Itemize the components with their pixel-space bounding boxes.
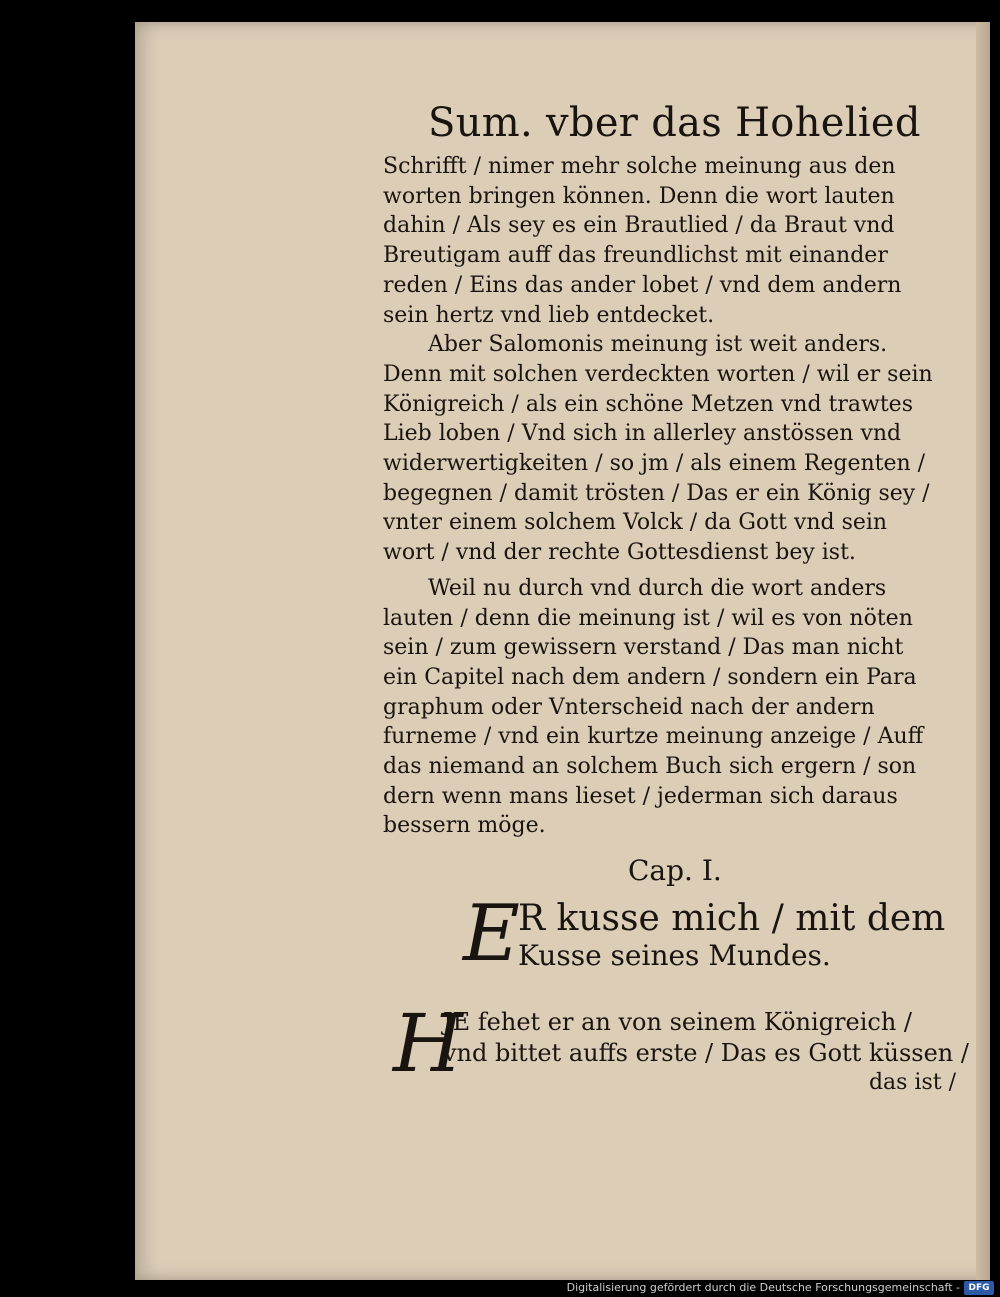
text-line: sein / zum gewissern verstand / Das man nicht: [383, 635, 904, 661]
page-edge: [976, 22, 990, 1280]
text-line: Lieb loben / Vnd sich in allerley anstössen vnd: [383, 421, 902, 447]
text-line: Weil nu durch vnd durch die wort anders: [428, 575, 887, 601]
text-line: Denn mit solchen verdeckten worten / wil er sein: [383, 361, 933, 387]
footer-credit: Digitalisierung gefördert durch die Deutsche Forschungsgemeinschaft -: [566, 1281, 960, 1294]
text-line: sein hertz vnd lieb entdecket.: [383, 302, 715, 328]
text-line: bessern möge.: [383, 813, 546, 839]
paragraph-2: [383, 330, 968, 568]
text-line: dahin / Als sey es ein Brautlied / da Braut vnd: [383, 213, 895, 239]
text-line: begegnen / damit trösten / Das er ein König sey /: [383, 480, 930, 506]
verse-line: Kusse seines Mundes.: [518, 939, 831, 973]
text-line: Aber Salomonis meinung ist weit anders.: [428, 332, 888, 358]
text-line: das niemand an solchem Buch sich ergern / son: [383, 754, 917, 780]
text-line: furneme / vnd ein kurtze meinung anzeige / Auff: [383, 724, 924, 750]
commentary-line: vnd bittet auffs erste / Das es Gott küssen /: [443, 1039, 969, 1068]
paragraph-3: [383, 574, 968, 841]
text-block: [383, 97, 968, 1117]
verse-line: R kusse mich / mit dem: [518, 898, 946, 940]
paragraph-1: [383, 152, 968, 330]
text-line: widerwertigkeiten / so jm / als einem Regenten /: [383, 451, 926, 477]
text-line: Königreich / als ein schöne Metzen vnd trawtes: [383, 391, 913, 417]
drop-capital: H: [393, 997, 463, 1091]
commentary-line: JE fehet er an von seinem Königreich /: [443, 1008, 913, 1037]
text-line: graphum oder Vnterscheid nach der andern: [383, 694, 875, 720]
running-head: Sum. vber das Hohelied: [428, 100, 921, 146]
drop-capital: E: [463, 889, 520, 980]
commentary-block: [383, 997, 969, 1117]
text-line: dern wenn mans lieset / jederman sich daraus: [383, 783, 898, 809]
text-line: worten bringen können. Denn die wort lauten: [383, 183, 895, 209]
text-line: Breutigam auff das freundlichst mit einander: [383, 243, 888, 269]
text-line: ein Capitel nach dem andern / sondern ein Para: [383, 664, 917, 690]
text-line: Schrifft / nimer mehr solche meinung aus den: [383, 154, 896, 179]
text-line: vnter einem solchem Volck / da Gott vnd sein: [383, 510, 888, 536]
verse-block: [383, 889, 968, 980]
catchword: das ist /: [868, 1070, 956, 1096]
chapter-heading: Cap. I.: [628, 854, 722, 888]
dfg-logo: DFG: [964, 1281, 994, 1295]
text-line: lauten / denn die meinung ist / wil es von nöten: [383, 605, 913, 631]
text-line: reden / Eins das ander lobet / vnd dem andern: [383, 272, 902, 298]
book-page: [135, 22, 990, 1280]
text-line: wort / vnd der rechte Gottesdienst bey ist.: [383, 540, 856, 566]
